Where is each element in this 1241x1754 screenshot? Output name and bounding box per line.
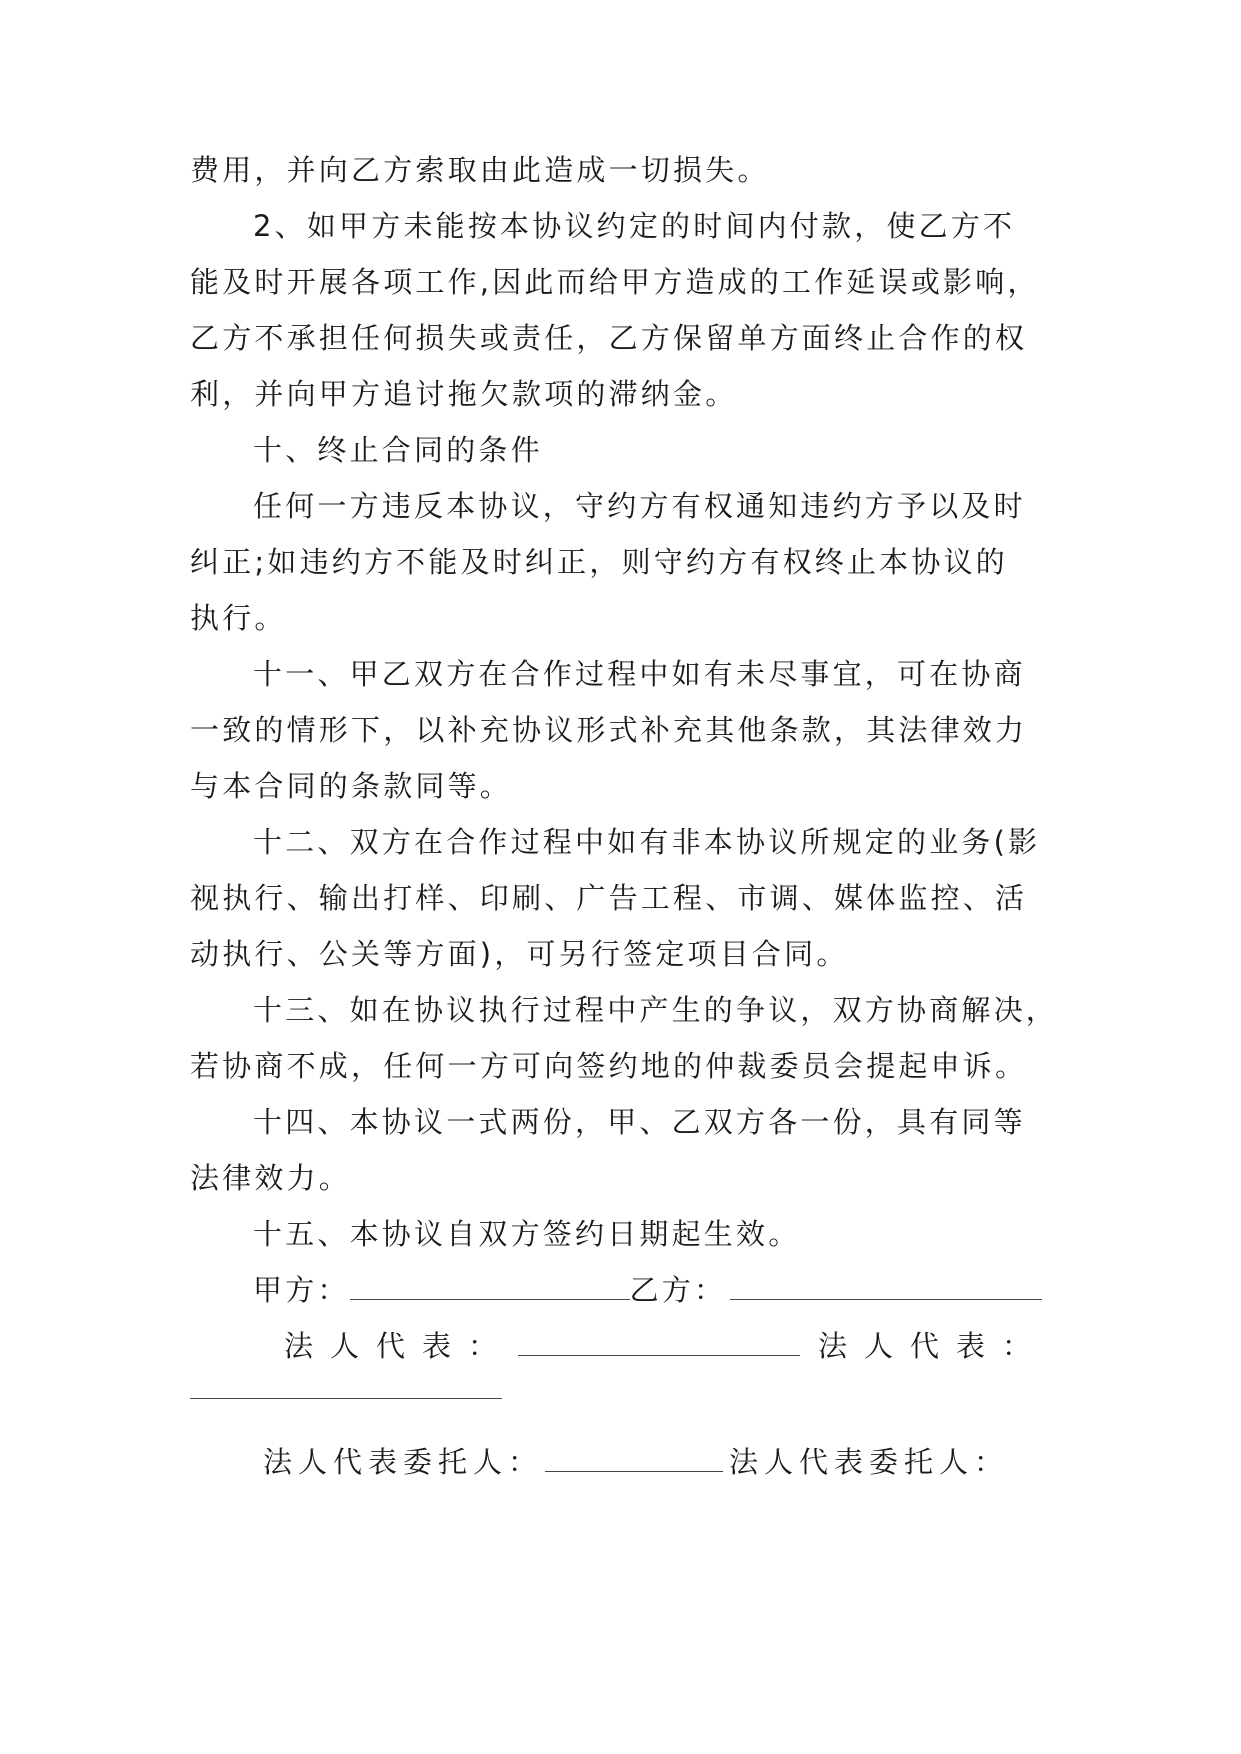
- agent-b-label: 法人代表委托人：: [729, 1445, 1010, 1479]
- legal-rep-b-label: 法人代表：: [818, 1329, 1049, 1363]
- text-line: 十一、甲乙双方在合作过程中如有未尽事宜，可在协商: [253, 657, 1026, 691]
- agent-a-signature-blank[interactable]: [545, 1445, 723, 1472]
- text-line: 能及时开展各项工作,因此而给甲方造成的工作延误或影响，: [190, 265, 1040, 299]
- text-line: 纠正;如违约方不能及时纠正，则守约方有权终止本协议的: [190, 545, 1008, 579]
- party-b-label: 乙方：: [629, 1273, 727, 1307]
- text-line: 一致的情形下，以补充协议形式补充其他条款，其法律效力: [190, 713, 1028, 747]
- legal-rep-a-label: 法人代表：: [284, 1329, 515, 1363]
- text-line: 动执行、公关等方面)，可另行签定项目合同。: [190, 937, 849, 971]
- text-line: 与本合同的条款同等。: [190, 769, 513, 803]
- party-b-signature-blank[interactable]: [730, 1273, 1042, 1300]
- text-line: 2、如甲方未能按本协议约定的时间内付款，使乙方不: [253, 209, 1016, 243]
- text-line: 若协商不成，任何一方可向签约地的仲裁委员会提起申诉。: [190, 1049, 1028, 1083]
- section-heading: 十、终止合同的条件: [253, 433, 543, 467]
- text-line: 十三、如在协议执行过程中产生的争议，双方协商解决，: [253, 993, 1059, 1027]
- party-a-label: 甲方：: [253, 1273, 350, 1307]
- text-line: 十四、本协议一式两份，甲、乙双方各一份，具有同等: [253, 1105, 1026, 1139]
- agent-line: [263, 1442, 1009, 1482]
- party-a-line: [253, 1270, 1042, 1310]
- text-line: 十五、本协议自双方签约日期起生效。: [253, 1217, 801, 1251]
- text-line: 费用，并向乙方索取由此造成一切损失。: [190, 153, 770, 187]
- legal-rep-b-signature-blank[interactable]: [190, 1398, 502, 1399]
- legal-rep-a-signature-blank[interactable]: [518, 1329, 800, 1356]
- legal-rep-line: [284, 1326, 1048, 1366]
- text-line: 执行。: [190, 601, 287, 635]
- text-line: 视执行、输出打样、印刷、广告工程、市调、媒体监控、活: [190, 881, 1028, 915]
- text-line: 乙方不承担任何损失或责任，乙方保留单方面终止合作的权: [190, 321, 1028, 355]
- text-line: 利，并向甲方追讨拖欠款项的滞纳金。: [190, 377, 738, 411]
- agent-a-label: 法人代表委托人：: [263, 1445, 544, 1479]
- text-line: 十二、双方在合作过程中如有非本协议所规定的业务(影: [253, 825, 1041, 859]
- party-a-signature-blank[interactable]: [350, 1273, 630, 1300]
- text-line: 任何一方违反本协议，守约方有权通知违约方予以及时: [253, 489, 1026, 523]
- text-line: 法律效力。: [190, 1161, 352, 1195]
